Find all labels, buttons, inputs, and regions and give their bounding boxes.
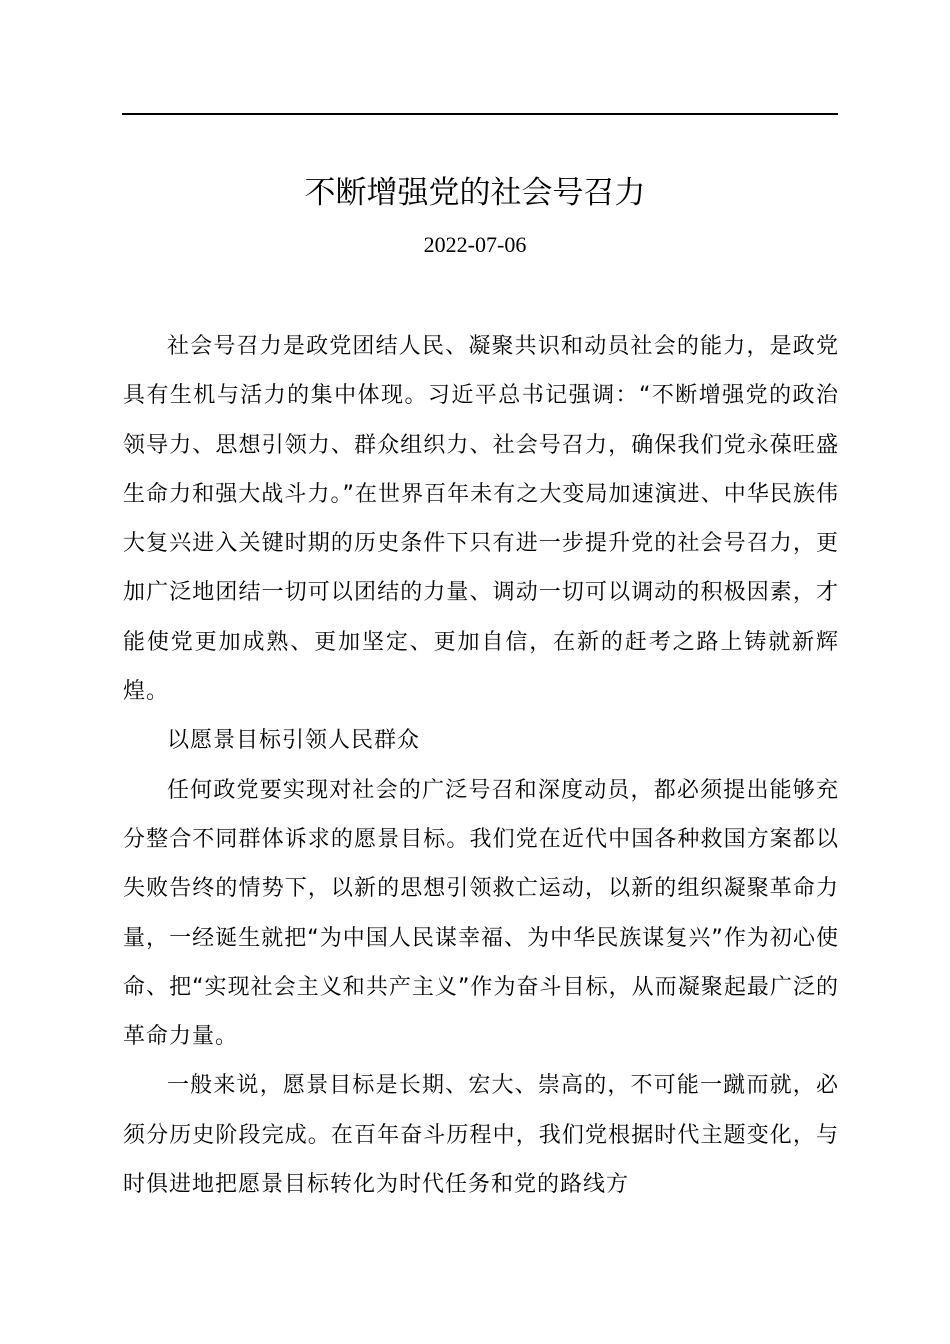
section-heading: 以愿景目标引领人民群众: [167, 728, 421, 754]
paragraph-stages: 一般来说，愿景目标是长期、宏大、崇高的，不可能一蹴而就，必须分历史阶段完成。在百年奋斗历程中，我们党根据时代主题变化，与时俱进地把愿景目标转化为时代任务和党的路线方: [123, 1073, 839, 1198]
paragraph-vision: 任何政党要实现对社会的广泛号召和深度动员，都必须提出能够充分整合不同群体诉求的愿景目标。我们党在近代中国各种救国方案都以失败告终的情势下，以新的思想引领救亡运动，以新的组织凝聚革命力量，一经诞生就把“为中国人民谋幸福、为中华民族谋复兴”作为初心使命、把“实现社会主义和共产主义”作为奋斗目标，从而凝聚起最广泛的革命力量。: [123, 777, 839, 1050]
article-date: 2022-07-06: [423, 232, 527, 257]
paragraph-intro: 社会号召力是政党团结人民、凝聚共识和动员社会的能力，是政党具有生机与活力的集中体现。习近平总书记强调：“不断增强党的政治领导力、思想引领力、群众组织力、社会号召力，确保我们党永葆旺盛生命力和强大战斗力。”在世界百年未有之大变局加速演进、中华民族伟大复兴进入关键时期的历史条件下只有进一步提升党的社会号召力，更加广泛地团结一切可以团结的力量、调动一切可以调动的积极因素，才能使党更加成熟、更加坚定、更加自信，在新的赶考之路上铸就新辉煌。: [123, 334, 839, 705]
article-title: 不断增强党的社会号召力: [304, 175, 646, 211]
article-body: [123, 322, 839, 1209]
header-rule: [122, 113, 838, 115]
